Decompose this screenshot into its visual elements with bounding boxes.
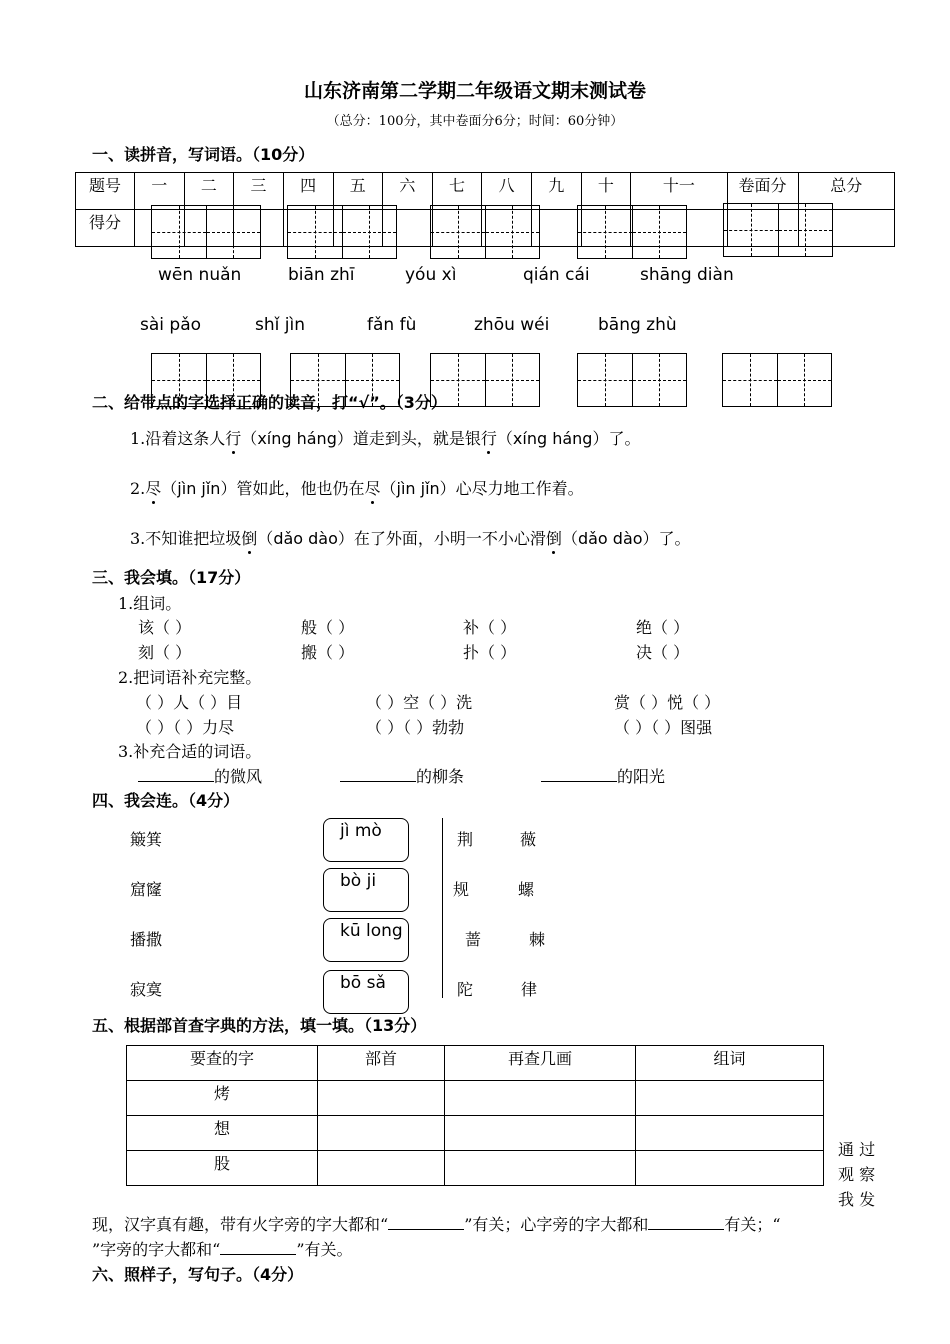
- fill-item[interactable]: 刻（ ）: [138, 643, 192, 662]
- page-title: 山东济南第二学期二年级语文期末测试卷: [303, 80, 646, 102]
- score-col: 六: [383, 173, 433, 210]
- blank-line[interactable]: [541, 781, 617, 782]
- section-5-heading: 五、根据部首查字典的方法，填一填。（13分）: [92, 1016, 427, 1035]
- section-2-heading: 二、给带点的字选择正确的读音，打“√”。（3分）: [92, 393, 447, 412]
- writing-grid[interactable]: [577, 205, 687, 259]
- dict-cell[interactable]: [318, 1151, 445, 1186]
- dict-cell[interactable]: [318, 1116, 445, 1151]
- match-char[interactable]: 薇: [520, 830, 537, 849]
- fill-item[interactable]: 绝（ ）: [636, 618, 690, 637]
- section-4-heading: 四、我会连。（4分）: [92, 791, 240, 810]
- dict-header-row: [127, 1046, 824, 1081]
- score-col: 三: [234, 173, 284, 210]
- match-word[interactable]: 播撒: [130, 930, 163, 949]
- score-col: 五: [333, 173, 383, 210]
- side-text: 观 察: [838, 1165, 876, 1184]
- q-text: ）心尽力地工作着。: [439, 479, 584, 498]
- dotted-char: 行: [225, 426, 241, 449]
- idiom-item[interactable]: （ ）人（ ）目: [136, 693, 243, 712]
- q-text: 2.: [130, 479, 146, 498]
- idiom-item[interactable]: 赏（ ）悦（ ）: [614, 693, 721, 712]
- blank-line[interactable]: [388, 1229, 464, 1230]
- observation-line-2: [92, 1237, 353, 1260]
- dotted-char: 尽: [364, 476, 380, 499]
- writing-grid[interactable]: [723, 203, 833, 257]
- match-char[interactable]: 棘: [529, 930, 546, 949]
- fill-item[interactable]: 搬（ ）: [301, 643, 355, 662]
- pinyin-word: yóu xì: [405, 265, 457, 285]
- idiom-item[interactable]: （ ）（ ）图强: [614, 718, 713, 737]
- part-label: 3.补充合适的词语。: [118, 742, 262, 761]
- match-char[interactable]: 螺: [518, 880, 535, 899]
- writing-grid[interactable]: [722, 353, 832, 407]
- section-1-heading: 一、读拼音，写词语。（10分）: [92, 145, 315, 164]
- dict-cell[interactable]: [636, 1151, 824, 1186]
- score-col: 卷面分: [727, 173, 798, 210]
- dict-header: 组词: [636, 1046, 824, 1081]
- dict-cell[interactable]: [445, 1151, 636, 1186]
- blank-line[interactable]: [220, 1254, 296, 1255]
- score-col: 七: [432, 173, 482, 210]
- score-header-label: 题号: [76, 173, 135, 210]
- dotted-char: 倒: [241, 526, 257, 549]
- phrase-text: 的微风: [214, 767, 263, 786]
- side-text: 我 发: [838, 1190, 876, 1209]
- phrase-text: 的柳条: [416, 767, 465, 786]
- match-word[interactable]: 簸箕: [130, 830, 163, 849]
- match-char[interactable]: 蔷: [465, 930, 482, 949]
- pinyin-choice[interactable]: xíng háng: [257, 429, 337, 448]
- dict-cell[interactable]: [636, 1116, 824, 1151]
- dict-char: 烤: [127, 1081, 318, 1116]
- pinyin-word: shāng diàn: [640, 265, 734, 285]
- pinyin-word: bāng zhù: [598, 315, 677, 335]
- q-text: （: [161, 479, 178, 498]
- q-text: ）管如此，他也仍在: [220, 479, 365, 498]
- phrase-fill[interactable]: [541, 764, 665, 787]
- idiom-item[interactable]: （ ）空（ ）洗: [366, 693, 473, 712]
- score-col: 八: [482, 173, 532, 210]
- pinyin-choice[interactable]: jìn jǐn: [177, 479, 221, 498]
- writing-grid[interactable]: [577, 353, 687, 407]
- pinyin-word: fǎn fù: [367, 315, 417, 335]
- score-col: 二: [184, 173, 234, 210]
- dotted-char: 行: [481, 426, 497, 449]
- q-text: ）了。: [592, 429, 641, 448]
- q-text: ）道走到头，就是银: [336, 429, 481, 448]
- blank-line[interactable]: [648, 1229, 724, 1230]
- q-text: （: [380, 479, 397, 498]
- fill-item[interactable]: 决（ ）: [636, 643, 690, 662]
- pinyin-choice[interactable]: xíng háng: [512, 429, 593, 448]
- score-row-label: 得分: [76, 210, 135, 247]
- blank-line[interactable]: [340, 781, 416, 782]
- section-6-heading: 六、照样子，写句子。（4分）: [92, 1265, 304, 1284]
- part-label: 2.把词语补充完整。: [118, 668, 262, 687]
- score-col: 十: [581, 173, 631, 210]
- pinyin-choice[interactable]: jìn jǐn: [396, 479, 440, 498]
- writing-grid[interactable]: [430, 205, 540, 259]
- section-3-heading: 三、我会填。（17分）: [92, 568, 251, 587]
- pinyin-word: wēn nuǎn: [158, 265, 242, 285]
- idiom-item[interactable]: （ ）（ ）勃勃: [366, 718, 465, 737]
- side-text: 通 过: [838, 1140, 876, 1159]
- match-word[interactable]: 窟窿: [130, 880, 163, 899]
- dictionary-table: [126, 1045, 824, 1186]
- pinyin-choice[interactable]: dǎo dào: [577, 529, 643, 548]
- score-col: 四: [283, 173, 333, 210]
- match-pinyin: bō sǎ: [340, 973, 386, 993]
- q-text: 3.不知谁把垃圾: [130, 529, 242, 548]
- score-col: 十一: [631, 173, 727, 210]
- phrase-text: 的阳光: [617, 767, 666, 786]
- match-pinyin: bò ji: [340, 871, 377, 891]
- fill-item[interactable]: 般（ ）: [301, 618, 355, 637]
- obs-text: ”有关；心字旁的字大都和: [464, 1215, 649, 1234]
- obs-text: ”有关。: [296, 1240, 353, 1259]
- question-2-1: [130, 426, 640, 449]
- writing-grid[interactable]: [151, 205, 261, 259]
- dotted-char: 倒: [546, 526, 562, 549]
- score-col: 总分: [798, 173, 894, 210]
- pinyin-word: shǐ jìn: [255, 315, 305, 335]
- fill-item[interactable]: 扑（ ）: [463, 643, 517, 662]
- dict-cell[interactable]: [445, 1081, 636, 1116]
- pinyin-choice[interactable]: dǎo dào: [273, 529, 338, 548]
- match-pinyin-box[interactable]: [323, 818, 409, 862]
- dict-header: 部首: [318, 1046, 445, 1081]
- score-col: 九: [532, 173, 582, 210]
- dict-cell[interactable]: [318, 1081, 445, 1116]
- obs-text: 现，汉字真有趣，带有火字旁的字大都和“: [92, 1215, 389, 1234]
- q-text: ）了。: [642, 529, 691, 548]
- pinyin-word: zhōu wéi: [474, 315, 550, 335]
- dict-cell[interactable]: [636, 1081, 824, 1116]
- pinyin-word: qián cái: [523, 265, 590, 285]
- dict-char: 想: [127, 1116, 318, 1151]
- obs-text: 有关；“: [724, 1215, 781, 1234]
- match-pinyin-box[interactable]: [323, 868, 409, 912]
- obs-text: ”字旁的字大都和“: [92, 1240, 221, 1259]
- dotted-char: 尽: [145, 476, 161, 499]
- pinyin-word: sài pǎo: [140, 315, 202, 335]
- dict-header: 再查几画: [445, 1046, 636, 1081]
- match-pinyin: jì mò: [340, 821, 382, 841]
- question-2-3: [130, 526, 691, 549]
- score-col: 一: [135, 173, 185, 210]
- match-char[interactable]: 规: [453, 880, 470, 899]
- question-2-2: [130, 476, 584, 499]
- q-text: （: [257, 529, 274, 548]
- dict-row: [127, 1151, 824, 1186]
- q-text: （: [241, 429, 258, 448]
- q-text: 1.沿着这条人: [130, 429, 226, 448]
- dict-row: [127, 1116, 824, 1151]
- q-text: ）在了外面，小明一不小心滑: [337, 529, 546, 548]
- part-label: 1.组词。: [118, 594, 182, 613]
- page-subtitle: （总分：100分，其中卷面分6分；时间：60分钟）: [326, 114, 624, 129]
- dict-char: 股: [127, 1151, 318, 1186]
- match-char[interactable]: 律: [521, 980, 538, 999]
- blank-line[interactable]: [138, 781, 214, 782]
- vertical-divider: [442, 818, 443, 998]
- match-char[interactable]: 陀: [457, 980, 474, 999]
- match-pinyin: kū long: [340, 921, 403, 941]
- match-pinyin-box[interactable]: [323, 970, 409, 1014]
- dict-header: 要查的字: [127, 1046, 318, 1081]
- fill-item[interactable]: 补（ ）: [463, 618, 517, 637]
- dict-cell[interactable]: [445, 1116, 636, 1151]
- phrase-fill[interactable]: [340, 764, 464, 787]
- q-text: （: [496, 429, 513, 448]
- match-pinyin-box[interactable]: [323, 918, 409, 962]
- q-text: （: [561, 529, 578, 548]
- dict-row: [127, 1081, 824, 1116]
- match-char[interactable]: 荆: [457, 830, 474, 849]
- idiom-item[interactable]: （ ）（ ）力尽: [136, 718, 235, 737]
- observation-line-1: [92, 1212, 781, 1235]
- fill-item[interactable]: 该（ ）: [138, 618, 192, 637]
- match-word[interactable]: 寂寞: [130, 980, 163, 999]
- phrase-fill[interactable]: [138, 764, 262, 787]
- pinyin-word: biān zhī: [288, 265, 355, 285]
- writing-grid[interactable]: [287, 205, 397, 259]
